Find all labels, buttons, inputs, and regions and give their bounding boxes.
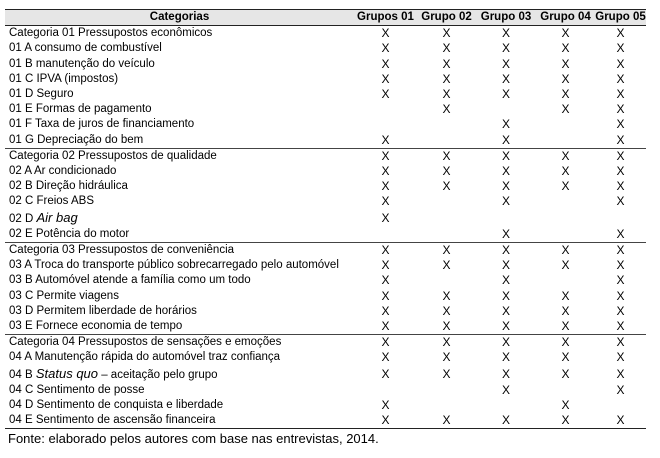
group-5-mark: X (616, 366, 625, 381)
table-row (5, 273, 646, 288)
group-1-mark: X (381, 288, 390, 303)
header-grupo-05: Grupo 05 (595, 10, 646, 26)
group-3-mark: X (501, 132, 510, 147)
table-row (5, 148, 646, 164)
table-row (5, 87, 646, 102)
group-1-mark: X (381, 273, 390, 288)
group-2-mark: X (442, 366, 451, 381)
category-label: 03 B Automóvel atende a família como um todo (9, 274, 251, 287)
group-1-mark (354, 383, 417, 398)
group-4-mark: X (561, 258, 570, 273)
group-1-mark: X (381, 87, 390, 102)
group-1-mark: X (381, 132, 390, 147)
category-label: 04 B Status quo – aceitação pelo grupo (9, 365, 218, 381)
group-2-mark: X (442, 87, 451, 102)
group-4-mark (536, 133, 595, 149)
table-row (5, 117, 646, 132)
category-label: 04 C Sentimento de posse (9, 383, 145, 396)
group-4-mark: X (561, 164, 570, 179)
group-5-mark: X (616, 148, 625, 163)
group-3-mark: X (501, 319, 510, 334)
category-label: 01 F Taxa de juros de financiamento (9, 118, 195, 131)
group-2-mark (417, 194, 476, 209)
group-1-mark: X (381, 26, 390, 41)
header-grupo-01: Grupos 01 (354, 10, 417, 26)
group-3-mark: X (501, 71, 510, 86)
category-label: Categoria 01 Pressupostos econômicos (9, 27, 213, 40)
group-1-mark: X (381, 179, 390, 194)
group-5-mark: X (616, 117, 625, 132)
category-label: Categoria 02 Pressupostos de qualidade (9, 149, 217, 162)
group-2-mark: X (442, 26, 451, 41)
group-2-mark: X (442, 56, 451, 71)
group-5-mark: X (616, 132, 625, 147)
group-4-mark: X (561, 350, 570, 365)
group-2-mark (417, 273, 476, 288)
group-4-mark: X (561, 366, 570, 381)
group-1-mark: X (381, 335, 390, 350)
group-3-mark: X (501, 413, 510, 428)
group-5-mark: X (616, 71, 625, 86)
group-2-mark (417, 133, 476, 149)
group-2-mark: X (442, 41, 451, 56)
group-5-mark: X (616, 413, 625, 428)
category-label: 01 G Depreciação do bem (9, 133, 144, 146)
group-3-mark: X (501, 243, 510, 258)
group-4-mark: X (561, 398, 570, 413)
table-body (5, 26, 646, 429)
group-4-mark: X (561, 102, 570, 117)
group-2-mark (417, 398, 476, 413)
group-4-mark (536, 194, 595, 209)
group-4-mark: X (561, 41, 570, 56)
group-2-mark (417, 210, 476, 227)
group-5-mark: X (616, 243, 625, 258)
group-4-mark: X (561, 179, 570, 194)
group-3-mark (476, 210, 536, 227)
group-5-mark: X (616, 273, 625, 288)
table-row (5, 227, 646, 243)
group-1-mark: X (381, 71, 390, 86)
group-4-mark (536, 210, 595, 227)
group-1-mark: X (381, 319, 390, 334)
table-row (5, 133, 646, 149)
group-4-mark: X (561, 413, 570, 428)
table-row (5, 366, 646, 383)
category-label: 02 D Air bag (9, 209, 78, 225)
table-row (5, 179, 646, 194)
group-3-mark: X (501, 303, 510, 318)
group-4-mark (536, 273, 595, 288)
group-2-mark: X (442, 303, 451, 318)
group-5-mark (595, 210, 646, 227)
group-4-mark: X (561, 87, 570, 102)
group-1-mark (354, 117, 417, 132)
group-2-mark: X (442, 335, 451, 350)
group-4-mark: X (561, 288, 570, 303)
table-row (5, 383, 646, 398)
table-row (5, 210, 646, 227)
group-2-mark: X (442, 179, 451, 194)
categories-table (5, 9, 646, 429)
group-3-mark (476, 398, 536, 413)
group-5-mark: X (616, 303, 625, 318)
category-label: 02 B Direção hidráulica (9, 180, 128, 193)
group-3-mark: X (501, 226, 510, 241)
group-1-mark: X (381, 164, 390, 179)
group-5-mark: X (616, 335, 625, 350)
group-5-mark: X (616, 41, 625, 56)
category-label: 04 A Manutenção rápida do automóvel traz confiança (9, 351, 281, 364)
category-label: 01 C IPVA (impostos) (9, 72, 119, 85)
source-note: Fonte: elaborado pelos autores com base nas entrevistas, 2014. (8, 431, 379, 446)
group-4-mark: X (561, 148, 570, 163)
group-1-mark: X (381, 243, 390, 258)
group-2-mark (417, 227, 476, 243)
group-2-mark: X (442, 288, 451, 303)
category-label: 01 E Formas de pagamento (9, 103, 152, 116)
group-5-mark: X (616, 164, 625, 179)
category-label: Categoria 04 Pressupostos de sensações e emoções (9, 336, 282, 349)
table-row (5, 289, 646, 304)
group-5-mark: X (616, 382, 625, 397)
table-row (5, 72, 646, 87)
group-1-mark: X (381, 398, 390, 413)
group-4-mark: X (561, 319, 570, 334)
group-1-mark: X (381, 194, 390, 209)
group-1-mark: X (381, 413, 390, 428)
group-4-mark: X (561, 26, 570, 41)
category-label: 03 E Fornece economia de tempo (9, 320, 183, 333)
table-row (5, 319, 646, 335)
table-row (5, 258, 646, 273)
category-label: 04 D Sentimento de conquista e liberdade (9, 399, 224, 412)
group-2-mark (417, 383, 476, 398)
group-4-mark: X (561, 335, 570, 350)
category-label: 03 D Permitem liberdade de horários (9, 304, 197, 317)
group-2-mark: X (442, 71, 451, 86)
group-2-mark: X (442, 413, 451, 428)
group-1-mark (354, 102, 417, 117)
table-row (5, 26, 646, 42)
header-grupo-04: Grupo 04 (536, 10, 595, 26)
group-5-mark: X (616, 226, 625, 241)
group-3-mark: X (501, 366, 510, 381)
group-2-mark: X (442, 148, 451, 163)
group-5-mark: X (616, 258, 625, 273)
group-1-mark: X (381, 56, 390, 71)
group-3-mark (476, 102, 536, 117)
group-3-mark: X (501, 41, 510, 56)
category-label: Categoria 03 Pressupostos de conveniência (9, 244, 235, 257)
group-3-mark: X (501, 350, 510, 365)
group-1-mark: X (381, 258, 390, 273)
group-5-mark: X (616, 87, 625, 102)
category-label: 03 A Troca do transporte público sobrecarregado pelo automóvel (9, 259, 339, 272)
table-header-row (5, 10, 646, 26)
group-5-mark: X (616, 102, 625, 117)
group-3-mark: X (501, 56, 510, 71)
table-row (5, 57, 646, 72)
group-1-mark: X (381, 303, 390, 318)
category-label: 01 A consumo de combustível (9, 42, 162, 55)
group-2-mark: X (442, 102, 451, 117)
group-1-mark: X (381, 350, 390, 365)
group-5-mark: X (616, 194, 625, 209)
group-1-mark: X (381, 41, 390, 56)
group-2-mark (417, 117, 476, 132)
group-3-mark: X (501, 194, 510, 209)
group-3-mark: X (501, 26, 510, 41)
group-4-mark: X (561, 243, 570, 258)
group-5-mark: X (616, 56, 625, 71)
header-grupo-02: Grupo 02 (417, 10, 476, 26)
category-label: 02 E Potência do motor (9, 227, 130, 240)
header-grupo-03: Grupo 03 (476, 10, 536, 26)
group-3-mark: X (501, 273, 510, 288)
table-row (5, 350, 646, 365)
category-label: 04 E Sentimento de ascensão financeira (9, 414, 216, 427)
group-4-mark: X (561, 71, 570, 86)
table-row (5, 243, 646, 259)
group-3-mark: X (501, 164, 510, 179)
group-5-mark: X (616, 350, 625, 365)
group-2-mark: X (442, 319, 451, 334)
group-4-mark (536, 383, 595, 398)
group-1-mark: X (381, 148, 390, 163)
group-1-mark (354, 227, 417, 243)
header-categorias: Categorias (5, 10, 354, 26)
group-2-mark: X (442, 350, 451, 365)
group-5-mark: X (616, 319, 625, 334)
table-row (5, 164, 646, 179)
category-label: 01 B manutenção do veículo (9, 57, 155, 70)
group-3-mark: X (501, 382, 510, 397)
category-label: 02 C Freios ABS (9, 195, 95, 208)
group-5-mark: X (616, 26, 625, 41)
group-4-mark: X (561, 56, 570, 71)
table-row (5, 335, 646, 351)
group-2-mark: X (442, 258, 451, 273)
table-row (5, 194, 646, 209)
group-4-mark: X (561, 303, 570, 318)
group-3-mark: X (501, 87, 510, 102)
group-2-mark: X (442, 243, 451, 258)
table-row (5, 413, 646, 429)
group-3-mark: X (501, 148, 510, 163)
category-label: 03 C Permite viagens (9, 289, 119, 302)
group-5-mark: X (616, 288, 625, 303)
group-3-mark: X (501, 335, 510, 350)
category-label: 01 D Seguro (9, 88, 74, 101)
table-row (5, 41, 646, 56)
group-4-mark (536, 227, 595, 243)
table-row (5, 304, 646, 319)
group-2-mark: X (442, 164, 451, 179)
table-row (5, 398, 646, 413)
table-row (5, 102, 646, 117)
group-5-mark (595, 398, 646, 413)
group-3-mark: X (501, 179, 510, 194)
group-3-mark: X (501, 258, 510, 273)
group-3-mark: X (501, 288, 510, 303)
group-3-mark: X (501, 117, 510, 132)
group-1-mark: X (381, 366, 390, 381)
group-4-mark (536, 117, 595, 132)
group-1-mark: X (381, 210, 390, 225)
category-label: 02 A Ar condicionado (9, 165, 117, 178)
group-5-mark: X (616, 179, 625, 194)
